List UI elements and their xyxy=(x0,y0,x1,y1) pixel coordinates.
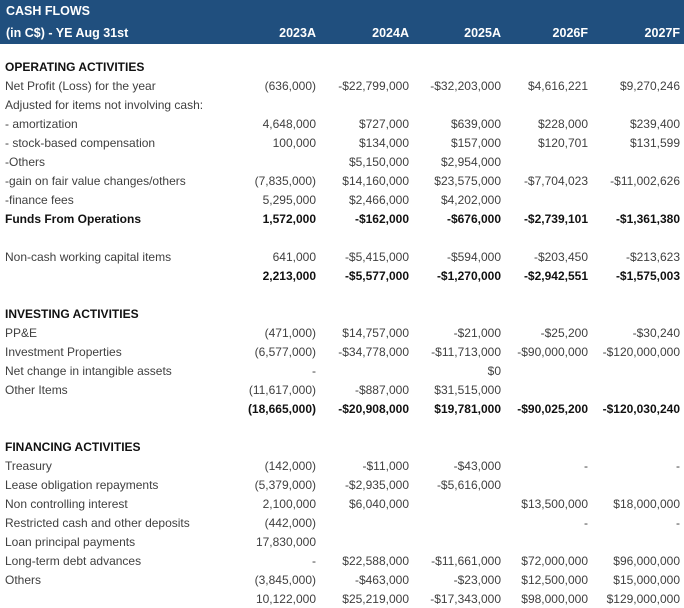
table-row xyxy=(0,495,684,514)
row-label: Other Items xyxy=(5,383,68,397)
row-label: -finance fees xyxy=(5,193,74,207)
cell-2023a: 1,572,000 xyxy=(262,212,316,226)
cell-2026f: $98,000,000 xyxy=(505,590,592,608)
table-row xyxy=(0,172,684,191)
cell-2025a: $639,000 xyxy=(450,117,501,131)
cell-2026f: -$7,704,023 xyxy=(523,174,588,188)
cell-2025a: -$594,000 xyxy=(446,250,501,264)
table-row xyxy=(0,362,684,381)
cell-2027f: $239,400 xyxy=(629,117,680,131)
cell-2023a: 5,295,000 xyxy=(262,193,316,207)
cell-2027f: -$30,240 xyxy=(632,326,680,340)
page-title: CASH FLOWS xyxy=(6,4,91,18)
row-label: Lease obligation repayments xyxy=(5,478,159,492)
row-label: Restricted cash and other deposits xyxy=(5,516,190,530)
table-row xyxy=(0,381,684,400)
cell-2026f: $228,000 xyxy=(537,117,588,131)
table-row xyxy=(0,77,684,96)
cell-2023a: 4,648,000 xyxy=(262,117,316,131)
cell-2024a: $727,000 xyxy=(358,117,409,131)
cell-2027f: -$213,623 xyxy=(625,250,680,264)
cell-2025a: -$676,000 xyxy=(446,212,501,226)
cell-2025a: -$1,270,000 xyxy=(436,269,501,283)
cell-2027f: -$120,000,000 xyxy=(602,345,680,359)
table-row xyxy=(0,267,684,286)
cell-2026f: -$25,200 xyxy=(540,326,588,340)
cell-2026f: -$2,739,101 xyxy=(523,212,588,226)
table-row xyxy=(0,58,684,77)
row-label: Treasury xyxy=(5,459,52,473)
cell-2027f: - xyxy=(676,516,680,530)
cell-2027f: $18,000,000 xyxy=(613,497,680,511)
header-subtitle: (in C$) - YE Aug 31st xyxy=(6,26,129,40)
cell-2023a: 17,830,000 xyxy=(255,535,316,549)
column-header-2024a: 2024A xyxy=(372,26,409,40)
row-label: - amortization xyxy=(5,117,78,131)
cell-2025a: $4,202,000 xyxy=(440,193,501,207)
cell-2025a: -$43,000 xyxy=(453,459,501,473)
cell-2026f: $4,616,221 xyxy=(527,79,588,93)
row-label: PP&E xyxy=(5,326,38,340)
cell-2025a: -$32,203,000 xyxy=(430,79,501,93)
cell-2023a: 2,100,000 xyxy=(262,497,316,511)
table-row xyxy=(0,419,684,438)
cell-2025a: $19,781,000 xyxy=(434,402,501,416)
table-row xyxy=(0,153,684,172)
table-row xyxy=(0,248,684,267)
cell-2024a: -$5,577,000 xyxy=(344,269,409,283)
cell-2026f: $12,500,000 xyxy=(521,573,588,587)
cell-2027f: -$120,030,240 xyxy=(602,402,680,416)
cell-2023a: (7,835,000) xyxy=(254,174,316,188)
cell-2025a: -$23,000 xyxy=(453,573,501,587)
row-label: Adjusted for items not involving cash: xyxy=(5,98,204,112)
cell-2026f: $13,500,000 xyxy=(521,497,588,511)
row-label: Investment Properties xyxy=(5,345,122,359)
cell-2025a: $2,954,000 xyxy=(440,155,501,169)
cell-2027f: $9,270,246 xyxy=(619,79,680,93)
cell-2023a: (3,845,000) xyxy=(254,573,316,587)
table-row xyxy=(0,343,684,362)
cell-2023a: (5,379,000) xyxy=(254,478,316,492)
row-label: Others xyxy=(5,573,42,587)
cell-2023a: (11,617,000) xyxy=(248,383,316,397)
cell-2023a: (18,665,000) xyxy=(247,402,316,416)
cell-2026f: $120,701 xyxy=(537,136,588,150)
table-body xyxy=(0,44,684,608)
header-title-row xyxy=(0,0,684,22)
table-row xyxy=(0,191,684,210)
row-label: INVESTING ACTIVITIES xyxy=(5,307,139,321)
cell-2024a: -$5,415,000 xyxy=(344,250,409,264)
header-columns-row xyxy=(0,22,684,44)
cell-2027f: - xyxy=(676,459,680,473)
cell-2025a: -$11,661,000 xyxy=(431,554,501,568)
row-label: Net change in intangible assets xyxy=(5,364,172,378)
row-label: Loan principal payments xyxy=(5,535,136,549)
table-row xyxy=(0,533,684,552)
cell-2024a: $22,588,000 xyxy=(342,554,409,568)
cell-2024a: -$463,000 xyxy=(354,573,409,587)
row-label: OPERATING ACTIVITIES xyxy=(5,60,145,74)
cell-2024a: -$2,935,000 xyxy=(344,478,409,492)
cell-2023a: 10,122,000 xyxy=(230,590,320,608)
table-row xyxy=(0,324,684,343)
cell-2024a: $134,000 xyxy=(358,136,409,150)
cell-2025a: -$17,343,000 xyxy=(413,590,505,608)
table-row xyxy=(0,115,684,134)
cell-2025a: $157,000 xyxy=(450,136,501,150)
row-label: Non controlling interest xyxy=(5,497,128,511)
cell-2027f: $131,599 xyxy=(629,136,680,150)
table-row xyxy=(0,210,684,229)
table-row xyxy=(0,134,684,153)
table-row xyxy=(0,457,684,476)
cell-2024a: -$20,908,000 xyxy=(338,402,409,416)
table-row xyxy=(0,400,684,419)
column-header-2025a: 2025A xyxy=(464,26,501,40)
cell-2023a: 100,000 xyxy=(272,136,316,150)
row-label: - stock-based compensation xyxy=(5,136,156,150)
column-header-2026f: 2026F xyxy=(552,26,588,40)
row-label: Long-term debt advances xyxy=(5,554,142,568)
cell-2025a: -$11,713,000 xyxy=(431,345,501,359)
cell-2024a: $5,150,000 xyxy=(348,155,409,169)
cell-2024a: -$162,000 xyxy=(354,212,409,226)
cell-2025a: $0 xyxy=(487,364,501,378)
cell-2024a: -$22,799,000 xyxy=(338,79,409,93)
cell-2026f: - xyxy=(584,459,588,473)
cell-2023a: (636,000) xyxy=(264,79,316,93)
cell-2024a: $6,040,000 xyxy=(348,497,409,511)
cell-2024a: $14,757,000 xyxy=(342,326,409,340)
table-row xyxy=(0,438,684,457)
row-label: Net Profit (Loss) for the year xyxy=(5,79,156,93)
cell-2023a: (6,577,000) xyxy=(254,345,316,359)
table-row xyxy=(0,514,684,533)
cell-2023a: - xyxy=(312,364,316,378)
cell-2023a: 641,000 xyxy=(272,250,316,264)
cell-2026f: -$203,450 xyxy=(533,250,588,264)
cell-2027f: $129,000,000 xyxy=(592,590,684,608)
table-header xyxy=(0,0,684,44)
cell-2026f: $72,000,000 xyxy=(521,554,588,568)
cell-2024a: $25,219,000 xyxy=(320,590,413,608)
table-row xyxy=(0,590,684,608)
cell-2026f: -$90,000,000 xyxy=(517,345,588,359)
cell-2025a: $31,515,000 xyxy=(434,383,501,397)
cell-2026f: - xyxy=(584,516,588,530)
cell-2026f: -$90,025,200 xyxy=(517,402,588,416)
cell-2024a: $14,160,000 xyxy=(342,174,409,188)
cell-2027f: $96,000,000 xyxy=(613,554,680,568)
column-header-2027f: 2027F xyxy=(644,26,680,40)
cell-2023a: (471,000) xyxy=(264,326,316,340)
table-row xyxy=(0,305,684,324)
cell-2024a: -$34,778,000 xyxy=(338,345,409,359)
table-row xyxy=(0,286,684,305)
cell-2025a: -$5,616,000 xyxy=(436,478,501,492)
table-row xyxy=(0,552,684,571)
cell-2023a: - xyxy=(312,554,316,568)
cell-2023a: (442,000) xyxy=(264,516,316,530)
column-header-2023a: 2023A xyxy=(279,26,316,40)
cell-2024a: -$887,000 xyxy=(354,383,409,397)
table-row xyxy=(0,229,684,248)
cell-2023a: 2,213,000 xyxy=(262,269,316,283)
cell-2027f: -$11,002,626 xyxy=(610,174,680,188)
row-label: -Others xyxy=(5,155,46,169)
cell-2027f: -$1,361,380 xyxy=(615,212,680,226)
row-label: -gain on fair value changes/others xyxy=(5,174,186,188)
table-row xyxy=(0,476,684,495)
cell-2024a: -$11,000 xyxy=(362,459,409,473)
table-row xyxy=(0,96,684,115)
cell-2027f: $15,000,000 xyxy=(613,573,680,587)
row-label: Non-cash working capital items xyxy=(5,250,172,264)
cell-2024a: $2,466,000 xyxy=(348,193,409,207)
table-row xyxy=(0,571,684,590)
row-label: Funds From Operations xyxy=(5,212,142,226)
cell-2023a: (142,000) xyxy=(264,459,316,473)
cell-2027f: -$1,575,003 xyxy=(615,269,680,283)
cell-2025a: $23,575,000 xyxy=(434,174,501,188)
row-label: FINANCING ACTIVITIES xyxy=(5,440,141,454)
cell-2025a: -$21,000 xyxy=(453,326,501,340)
cell-2026f: -$2,942,551 xyxy=(523,269,588,283)
